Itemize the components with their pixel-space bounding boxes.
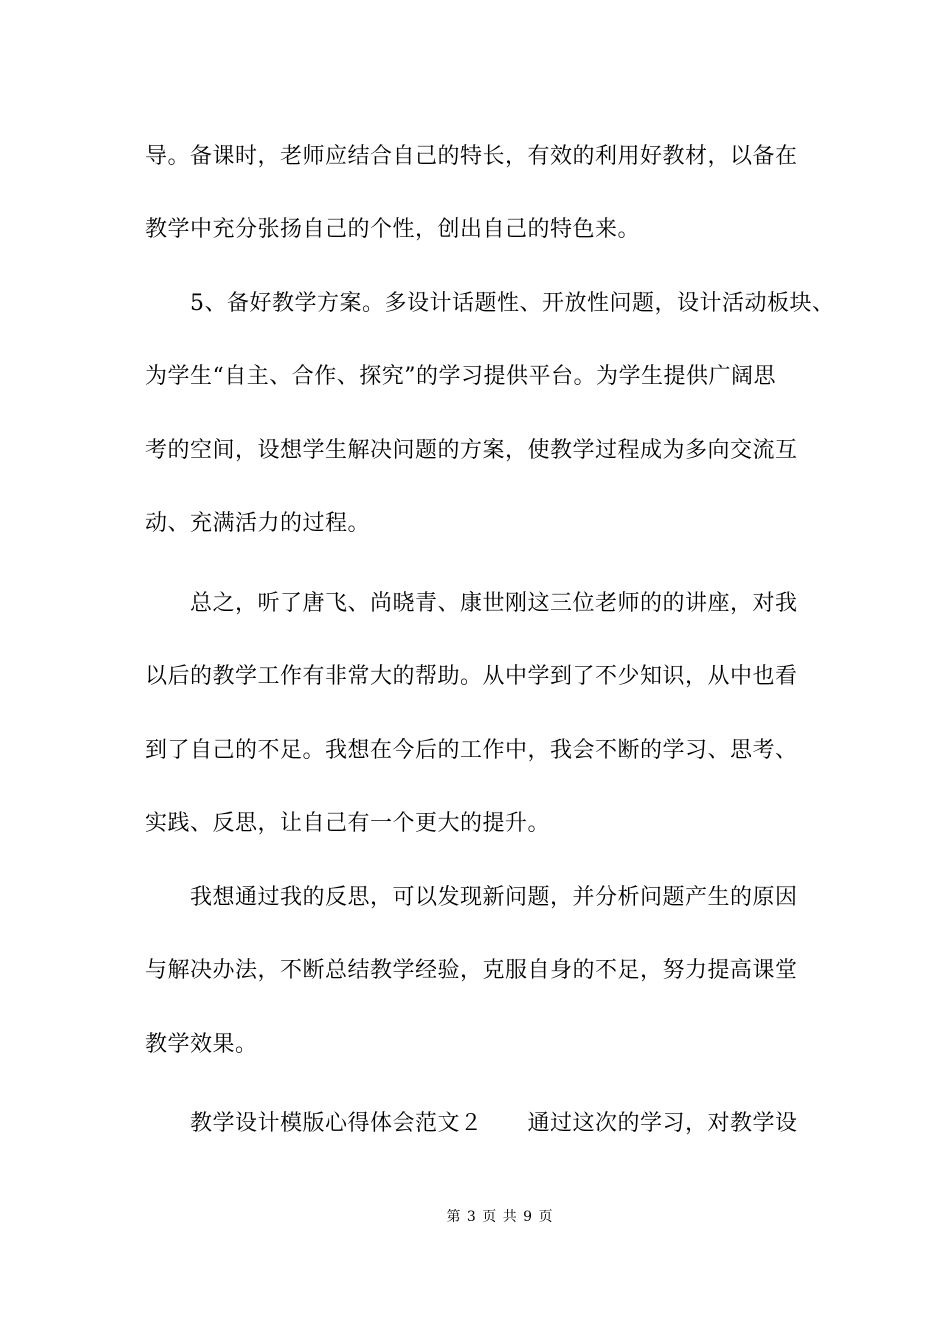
- text-line: 考的空间，设想学生解决问题的方案，使教学过程成为多向交流互: [145, 438, 798, 463]
- page-indicator: 第 3 页 共 9 页: [446, 1209, 554, 1225]
- text-line: 教学效果。: [145, 1032, 258, 1057]
- text-line: 5、备好教学方案。多设计话题性、开放性问题，设计活动板块、: [190, 291, 835, 316]
- text-line: 我想通过我的反思，可以发现新问题，并分析问题产生的原因: [190, 885, 798, 910]
- text-line: 总之，听了唐飞、尚晓青、康世刚这三位老师的的讲座，对我: [190, 591, 798, 616]
- text-line: 到了自己的不足。我想在今后的工作中，我会不断的学习、思考、: [145, 738, 798, 763]
- text-line: 导。备课时，老师应结合自己的特长，有效的利用好教材，以备在: [145, 144, 798, 169]
- text-line: 以后的教学工作有非常大的帮助。从中学到了不少知识，从中也看: [145, 664, 798, 689]
- text-line: 动、充满活力的过程。: [145, 511, 371, 536]
- text-line: 与解决办法，不断总结教学经验，克服自身的不足，努力提高课堂: [145, 958, 798, 983]
- text-line: 实践、反思，让自己有一个更大的提升。: [145, 811, 551, 836]
- text-line: 教学中充分张扬自己的个性，创出自己的特色来。: [145, 217, 641, 242]
- text-line: 为学生“自主、合作、探究”的学习提供平台。为学生提供广阔思: [145, 364, 776, 389]
- text-line: 教学设计模版心得体会范文２ 通过这次的学习，对教学设: [190, 1111, 798, 1136]
